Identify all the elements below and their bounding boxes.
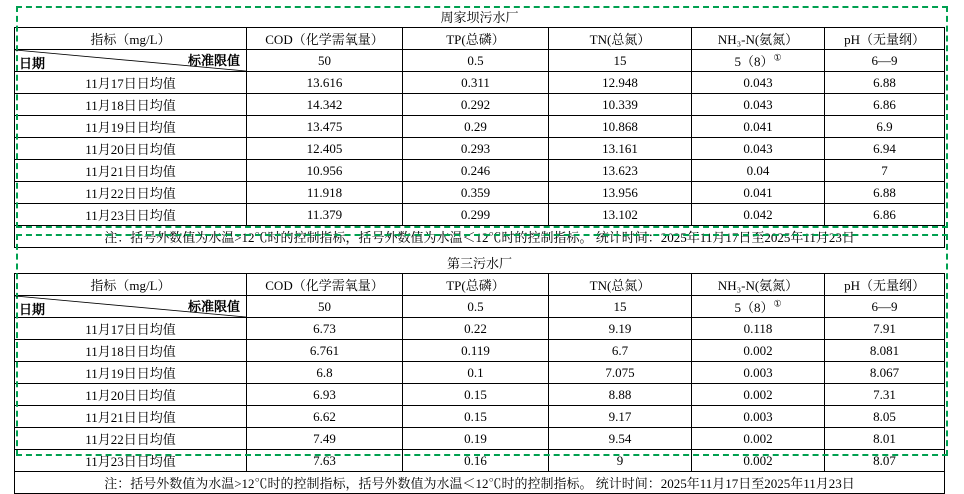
standard-nh3n-value: 5（8） [734,54,774,69]
cell-nh3n: 0.002 [692,450,825,472]
cell-ph: 6.88 [825,182,945,204]
footnote-marker: ① [773,52,782,63]
row-label: 11月23日日均值 [15,204,247,226]
header-nh3n: NH₃-N(氨氮） [692,274,825,296]
cell-tp: 0.119 [403,340,549,362]
table-row [15,138,945,160]
cell-tn: 9.17 [549,406,692,428]
row-label: 11月19日日均值 [15,362,247,384]
standard-tp: 0.5 [403,50,549,72]
table-row [15,94,945,116]
cell-cod: 7.63 [247,450,403,472]
cell-tp: 0.293 [403,138,549,160]
cell-tn: 10.339 [549,94,692,116]
header-ph: pH（无量纲） [825,274,945,296]
cell-ph: 8.07 [825,450,945,472]
cell-nh3n: 0.002 [692,340,825,362]
header-tn: TN(总氮） [549,28,692,50]
cell-tp: 0.299 [403,204,549,226]
table-row [15,182,945,204]
standard-limit-row [15,296,945,318]
table-row [15,160,945,182]
split-header-cell [15,296,247,318]
cell-nh3n: 0.042 [692,204,825,226]
cell-nh3n: 0.043 [692,138,825,160]
header-nh3n: NH₃-N(氨氮） [692,28,825,50]
row-label: 11月23日日均值 [15,450,247,472]
cell-nh3n: 0.04 [692,160,825,182]
cell-tn: 13.161 [549,138,692,160]
cell-cod: 11.379 [247,204,403,226]
row-label: 11月20日日均值 [15,138,247,160]
row-label: 11月17日日均值 [15,318,247,340]
table-row [15,72,945,94]
cell-nh3n: 0.041 [692,182,825,204]
cell-tp: 0.311 [403,72,549,94]
report-table-block-2 [14,252,945,494]
cell-ph: 7.31 [825,384,945,406]
report-title: 周家坝污水厂 [440,10,519,25]
table-row [15,318,945,340]
cell-nh3n: 0.003 [692,406,825,428]
table-row [15,116,945,138]
cell-cod: 13.475 [247,116,403,138]
table-row [15,406,945,428]
cell-ph: 8.05 [825,406,945,428]
header-tp: TP(总磷） [403,28,549,50]
cell-nh3n: 0.002 [692,428,825,450]
standard-label: 标准限值 [187,299,240,314]
standard-tn: 15 [549,296,692,318]
header-ph: pH（无量纲） [825,28,945,50]
table-title-row [15,6,945,28]
row-label: 11月22日日均值 [15,182,247,204]
cell-ph: 6.94 [825,138,945,160]
cell-tp: 0.1 [403,362,549,384]
table-row [15,204,945,226]
standard-tn: 15 [549,50,692,72]
cell-tn: 6.7 [549,340,692,362]
cell-ph: 8.081 [825,340,945,362]
cell-nh3n: 0.041 [692,116,825,138]
cell-cod: 10.956 [247,160,403,182]
header-tp: TP(总磷） [403,274,549,296]
cell-tn: 9.19 [549,318,692,340]
standard-label: 标准限值 [187,53,240,68]
cell-nh3n: 0.043 [692,72,825,94]
standard-nh3n-value: 5（8） [734,300,774,315]
cell-tp: 0.292 [403,94,549,116]
row-label: 11月18日日均值 [15,340,247,362]
cell-cod: 11.918 [247,182,403,204]
cell-tp: 0.16 [403,450,549,472]
cell-tp: 0.359 [403,182,549,204]
row-label: 11月21日日均值 [15,160,247,182]
table-row [15,450,945,472]
cell-nh3n: 0.043 [692,94,825,116]
cell-cod: 6.8 [247,362,403,384]
cell-tn: 12.948 [549,72,692,94]
cell-tn: 13.102 [549,204,692,226]
cell-cod: 7.49 [247,428,403,450]
cell-tn: 13.956 [549,182,692,204]
standard-cod: 50 [247,296,403,318]
cell-cod: 13.616 [247,72,403,94]
table-row [15,428,945,450]
cell-cod: 6.761 [247,340,403,362]
cell-tp: 0.246 [403,160,549,182]
cell-tn: 9 [549,450,692,472]
table-header-row [15,28,945,50]
cell-tp: 0.22 [403,318,549,340]
table-header-row [15,274,945,296]
date-label: 日期 [19,56,46,71]
cell-nh3n: 0.003 [692,362,825,384]
standard-ph: 6—9 [825,296,945,318]
cell-cod: 6.62 [247,406,403,428]
standard-nh3n [692,296,825,318]
row-label: 11月17日日均值 [15,72,247,94]
cell-cod: 6.73 [247,318,403,340]
row-label: 11月21日日均值 [15,406,247,428]
table-note: 注：括号外数值为水温>12℃时的控制指标，括号外数值为水温＜12℃时的控制指标。 统计时间：2025年11月17日至2025年11月23日 [15,472,945,494]
cell-nh3n: 0.118 [692,318,825,340]
header-cod: COD（化学需氧量） [247,274,403,296]
header-index-label: 指标（mg/L） [15,28,247,50]
cell-ph: 8.01 [825,428,945,450]
cell-ph: 6.9 [825,116,945,138]
cell-tn: 13.623 [549,160,692,182]
cell-tp: 0.19 [403,428,549,450]
date-label: 日期 [19,302,46,317]
table-note-row [15,472,945,494]
report-title: 第三污水厂 [447,256,513,271]
cell-tp: 0.29 [403,116,549,138]
cell-ph: 6.88 [825,72,945,94]
table-row [15,340,945,362]
cell-cod: 6.93 [247,384,403,406]
cell-ph: 7.91 [825,318,945,340]
standard-nh3n [692,50,825,72]
cell-ph: 7 [825,160,945,182]
standard-tp: 0.5 [403,296,549,318]
cell-tn: 9.54 [549,428,692,450]
cell-tn: 7.075 [549,362,692,384]
row-label: 11月20日日均值 [15,384,247,406]
cell-tp: 0.15 [403,384,549,406]
split-header-cell [15,50,247,72]
table-row [15,362,945,384]
row-label: 11月19日日均值 [15,116,247,138]
cell-cod: 12.405 [247,138,403,160]
standard-cod: 50 [247,50,403,72]
cell-ph: 6.86 [825,204,945,226]
table-note-row [15,226,945,248]
standard-ph: 6—9 [825,50,945,72]
cell-ph: 8.067 [825,362,945,384]
cell-cod: 14.342 [247,94,403,116]
standard-limit-row [15,50,945,72]
header-tn: TN(总氮） [549,274,692,296]
table-row [15,384,945,406]
cell-nh3n: 0.002 [692,384,825,406]
report-table-block-1 [14,6,945,248]
table-title-row [15,252,945,274]
row-label: 11月18日日均值 [15,94,247,116]
footnote-marker: ① [773,298,782,309]
table-note: 注：括号外数值为水温>12℃时的控制指标，括号外数值为水温＜12℃时的控制指标。 统计时间：2025年11月17日至2025年11月23日 [15,226,945,248]
cell-tn: 10.868 [549,116,692,138]
header-index-label: 指标（mg/L） [15,274,247,296]
cell-tn: 8.88 [549,384,692,406]
cell-ph: 6.86 [825,94,945,116]
cell-tp: 0.15 [403,406,549,428]
header-cod: COD（化学需氧量） [247,28,403,50]
row-label: 11月22日日均值 [15,428,247,450]
